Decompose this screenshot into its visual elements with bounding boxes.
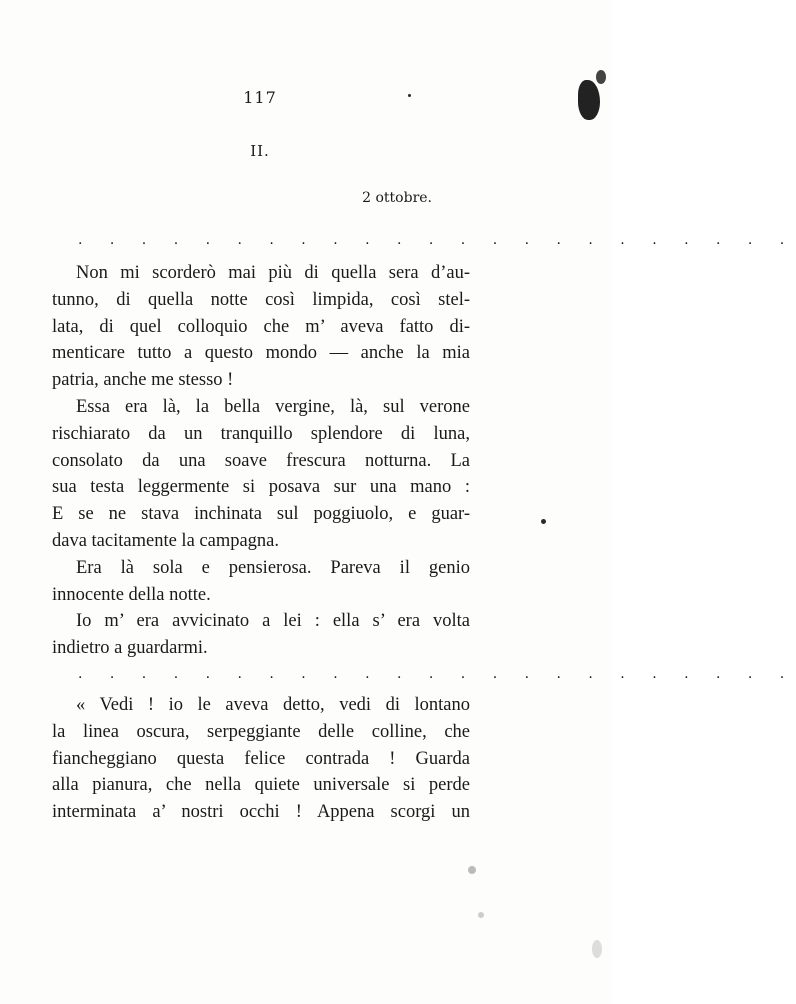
page-number: 117 (243, 88, 277, 107)
text-line: Non mi scorderò mai più di quella sera d’au- (76, 263, 470, 283)
text-line: consolato da una soave frescura notturna. La (52, 450, 470, 471)
text-line: E se ne stava inchinata sul poggiuolo, e guar- (52, 504, 470, 525)
text-line: « Vedi ! io le aveva detto, vedi di lontano (76, 695, 470, 715)
text-block-2 (52, 692, 470, 826)
ink-smudge (578, 80, 600, 120)
chapter-heading: II. (250, 142, 270, 160)
text-line: tunno, di quella notte così limpida, così stel- (52, 289, 470, 310)
ink-smudge (592, 940, 602, 958)
text-line: innocente della notte. (52, 584, 211, 605)
text-line: interminata a’ nostri occhi ! Appena scorgi un (52, 802, 470, 823)
ink-smudge (541, 519, 546, 524)
text-line: lata, di quel colloquio che m’ aveva fatto di- (52, 316, 470, 337)
dotted-separator-top: . . . . . . . . . . . . . . . . . . . . . . . (78, 232, 796, 248)
ink-smudge (408, 94, 411, 97)
text-line: dava tacitamente la campagna. (52, 530, 280, 551)
ink-smudge (478, 912, 484, 918)
text-line: sua testa leggermente si posava sur una mano : (52, 477, 470, 498)
text-block-1 (52, 260, 470, 662)
text-line: la linea oscura, serpeggiante delle colline, che (52, 721, 470, 742)
text-line: indietro a guardarmi. (52, 638, 208, 659)
dotted-separator-middle: . . . . . . . . . . . . . . . . . . . . . . . (78, 666, 796, 682)
text-line: patria, anche me stesso ! (52, 370, 234, 391)
text-line: Essa era là, la bella vergine, là, sul verone (76, 396, 470, 417)
ink-smudge (468, 866, 476, 874)
ink-smudge (596, 70, 606, 84)
text-line: menticare tutto a questo mondo — anche la mia (52, 343, 470, 364)
text-line: Era là sola e pensierosa. Pareva il genio (76, 557, 470, 578)
entry-date: 2 ottobre. (362, 190, 432, 206)
text-line: fiancheggiano questa felice contrada ! Guarda (52, 748, 470, 769)
text-line: Io m’ era avvicinato a lei : ella s’ era volta (76, 611, 470, 632)
text-line: alla pianura, che nella quiete universale si perde (52, 775, 470, 796)
text-line: rischiarato da un tranquillo splendore di luna, (52, 423, 470, 444)
